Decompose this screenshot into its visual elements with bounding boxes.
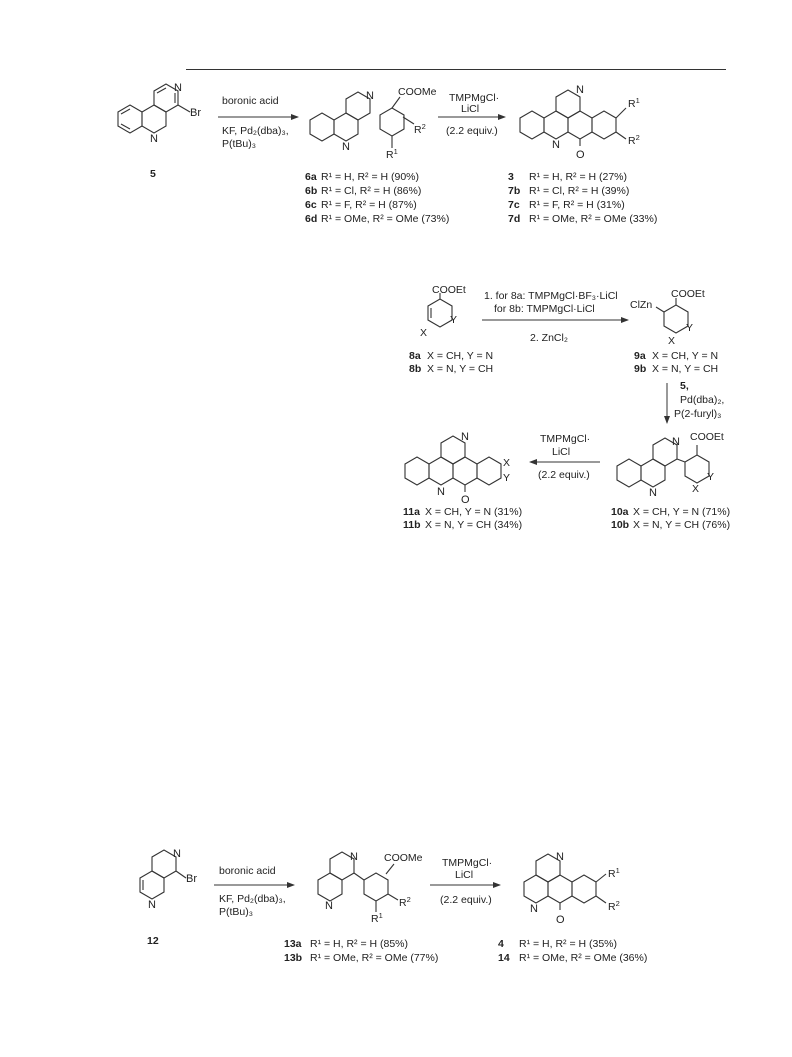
atom-n: N	[437, 486, 445, 498]
compound-id: 9a	[634, 350, 646, 362]
atom-n: N	[552, 139, 560, 151]
condition-label: P(tBu)₃	[222, 138, 257, 150]
labels-11	[403, 506, 522, 531]
compound-id: 6c	[305, 199, 317, 211]
atom-n: N	[649, 487, 657, 499]
structure-8	[428, 293, 452, 327]
yield-text: R¹ = H, R² = H (85%)	[310, 938, 409, 950]
atom-n: N	[556, 851, 564, 863]
yield-text: R¹ = H, R² = H (35%)	[519, 938, 618, 950]
atom-n: N	[325, 900, 333, 912]
yield-text: R¹ = OMe, R² = OMe (73%)	[321, 213, 450, 225]
condition-label: (2.2 equiv.)	[538, 469, 590, 481]
atom-n: N	[173, 848, 181, 860]
atom-n: N	[366, 90, 374, 102]
group-label: X	[692, 483, 700, 495]
yield-text: R¹ = OMe, R² = OMe (36%)	[519, 952, 648, 964]
group-label: $R^2$	[628, 133, 640, 147]
yield-text: R¹ = Cl, R² = H (39%)	[529, 185, 630, 197]
group-label: Y	[450, 314, 458, 326]
yield-text: X = N, Y = CH (76%)	[633, 519, 731, 531]
compound-id: 11a	[403, 506, 420, 518]
compound-id: 10a	[611, 506, 629, 518]
yield-list-13	[284, 938, 438, 964]
labels-9	[634, 350, 718, 375]
yield-text: X = CH, Y = N (71%)	[633, 506, 731, 518]
compound-label: 5	[150, 168, 156, 180]
group-label: Y	[707, 471, 715, 483]
yield-text: X = N, Y = CH (34%)	[425, 519, 523, 531]
yield-text: R¹ = OMe, R² = OMe (77%)	[310, 952, 439, 964]
scheme-3	[140, 848, 647, 964]
substituent-text: X = N, Y = CH	[652, 363, 719, 375]
group-label: ClZn	[630, 299, 653, 311]
compound-id: 6b	[305, 185, 318, 197]
compound-id: 7b	[508, 185, 521, 197]
group-label: $R^1$	[386, 147, 398, 161]
labels-8	[409, 350, 493, 375]
structure-7	[520, 90, 626, 146]
reagent-label: LiCl	[455, 869, 474, 881]
group-label: $R^2$	[399, 895, 411, 909]
reagent-label: boronic acid	[222, 95, 279, 107]
reagent-label: TMPMgCl·	[449, 92, 500, 104]
yield-text: R¹ = F, R² = H (87%)	[321, 199, 417, 211]
atom-br: Br	[190, 107, 201, 119]
group-label: Y	[503, 472, 511, 484]
atom-o: O	[576, 149, 585, 161]
compound-label: 12	[147, 935, 159, 947]
group-label: COOMe	[384, 852, 423, 864]
labels-10	[611, 506, 730, 531]
atom-n: N	[461, 431, 469, 443]
group-label: $R^1$	[628, 96, 640, 110]
reagent-label: boronic acid	[219, 865, 276, 877]
yield-list-6	[305, 171, 449, 225]
group-label: $R^2$	[414, 122, 426, 136]
structure-10	[617, 438, 709, 487]
yield-text: R¹ = Cl, R² = H (86%)	[321, 185, 422, 197]
atom-n: N	[576, 84, 584, 96]
atom-n: N	[148, 899, 156, 911]
scheme-2	[403, 284, 730, 531]
atom-br: Br	[186, 873, 197, 885]
scheme-1	[118, 82, 657, 225]
yield-list-final	[498, 938, 647, 964]
yield-text: R¹ = OMe, R² = OMe (33%)	[529, 213, 658, 225]
condition-label: 2. ZnCl₂	[530, 332, 568, 344]
yield-text: R¹ = H, R² = H (90%)	[321, 171, 420, 183]
structure-14	[524, 854, 606, 910]
structure-11	[405, 436, 501, 492]
compound-id: 4	[498, 938, 504, 950]
compound-id: 3	[508, 171, 514, 183]
compound-id: 13a	[284, 938, 302, 950]
group-label: COOEt	[432, 284, 466, 296]
atom-n: N	[530, 903, 538, 915]
group-label: X	[420, 327, 428, 339]
reagent-label: TMPMgCl·	[540, 433, 591, 445]
group-label: $R^2$	[608, 899, 620, 913]
substituent-text: X = CH, Y = N	[427, 350, 494, 362]
substituent-text: X = CH, Y = N	[652, 350, 719, 362]
group-label: $R^1$	[371, 911, 383, 925]
compound-id: 13b	[284, 952, 303, 964]
yield-text: R¹ = H, R² = H (27%)	[529, 171, 628, 183]
reagent-label: P(2-furyl)₃	[674, 408, 722, 420]
reagent-label: 1. for 8a: TMPMgCl·BF₃·LiCl	[484, 290, 618, 302]
group-label: Y	[686, 322, 694, 334]
group-label: X	[668, 335, 676, 347]
substituent-text: X = N, Y = CH	[427, 363, 494, 375]
reagent-label: Pd(dba)₂,	[680, 394, 725, 406]
condition-label: KF, Pd₂(dba)₃,	[219, 893, 286, 905]
condition-label: (2.2 equiv.)	[440, 894, 492, 906]
group-label: X	[503, 457, 511, 469]
group-label: COOEt	[690, 431, 724, 443]
structure-6	[310, 92, 414, 148]
yield-list-7	[508, 171, 657, 225]
compound-id: 6a	[305, 171, 317, 183]
atom-n: N	[350, 851, 358, 863]
reagent-label: LiCl	[552, 446, 571, 458]
atom-n: N	[174, 82, 182, 94]
yield-text: R¹ = F, R² = H (31%)	[529, 199, 625, 211]
group-label: $R^1$	[608, 866, 620, 880]
atom-o: O	[556, 914, 565, 926]
condition-label: P(tBu)₃	[219, 906, 254, 918]
compound-id: 11b	[403, 519, 421, 531]
compound-id: 8a	[409, 350, 421, 362]
compound-id: 14	[498, 952, 510, 964]
reagent-label: TMPMgCl·	[442, 857, 493, 869]
compound-id: 6d	[305, 213, 318, 225]
yield-text: X = CH, Y = N (31%)	[425, 506, 523, 518]
compound-id: 7d	[508, 213, 521, 225]
atom-o: O	[461, 494, 470, 506]
compound-id: 8b	[409, 363, 422, 375]
condition-label: KF, Pd₂(dba)₃,	[222, 125, 289, 137]
atom-n: N	[342, 141, 350, 153]
structure-9	[656, 298, 688, 333]
reagent-label: for 8b: TMPMgCl·LiCl	[494, 303, 595, 315]
atom-n: N	[150, 133, 158, 145]
compound-id: 10b	[611, 519, 630, 531]
atom-n: N	[672, 436, 680, 448]
condition-label: (2.2 equiv.)	[446, 125, 498, 137]
group-label: COOEt	[671, 288, 705, 300]
compound-id: 9b	[634, 363, 647, 375]
group-label: COOMe	[398, 86, 437, 98]
reagent-label: 5,	[680, 380, 689, 392]
reagent-label: LiCl	[461, 103, 480, 115]
compound-id: 7c	[508, 199, 520, 211]
